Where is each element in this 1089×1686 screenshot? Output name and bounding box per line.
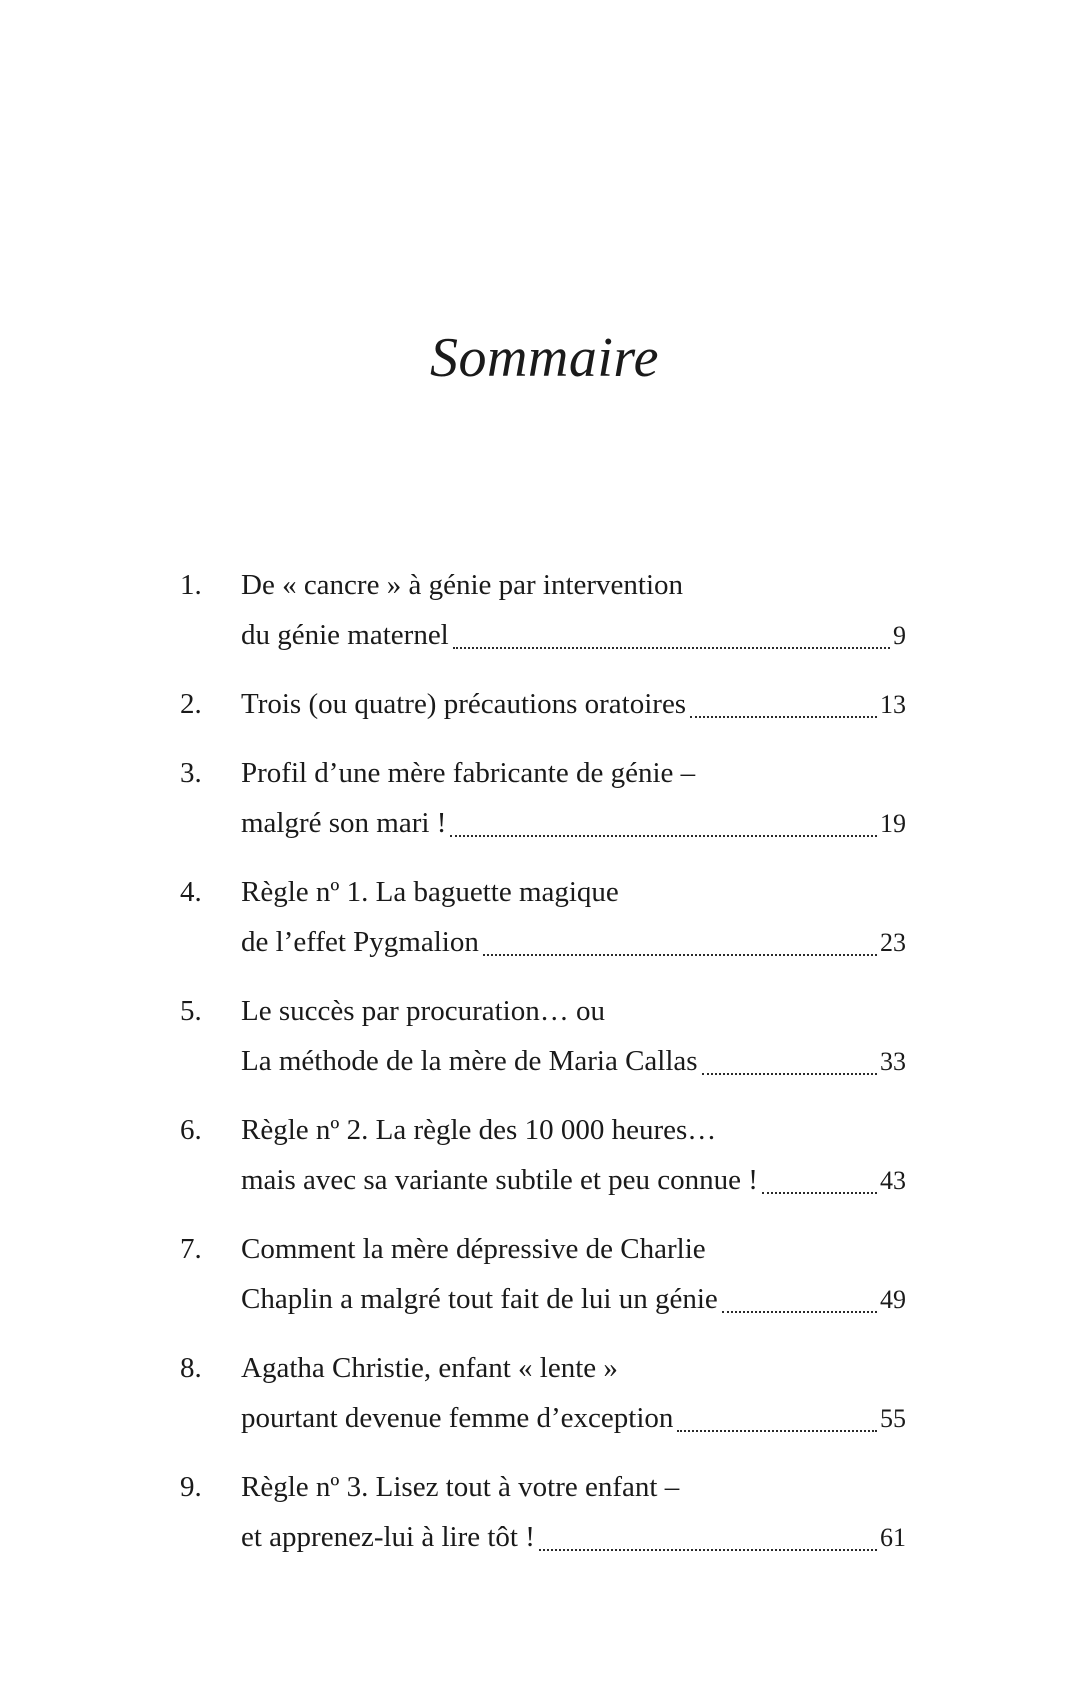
toc-page-number: 9 [893,621,906,650]
toc-entry-title-line: Règle nº 1. La baguette magique [241,876,619,908]
toc-entry-number: 5. [180,995,202,1027]
toc-page-number: 61 [880,1523,906,1552]
table-of-contents [180,560,906,1581]
toc-page-number: 49 [880,1285,906,1314]
toc-entry-title-line: et apprenez-lui à lire tôt ! [241,1521,535,1553]
dot-leader [677,1430,877,1432]
toc-entry-body [241,1343,906,1444]
dot-leader [702,1073,877,1075]
toc-entry-title-line: du génie maternel [241,619,449,651]
toc-entry-title-line: Comment la mère dépressive de Charlie [241,1233,706,1265]
toc-entry-last-line [241,798,906,849]
toc-entry[interactable] [180,560,906,661]
toc-entry-last-line [241,917,906,968]
toc-entry-number: 8. [180,1352,202,1384]
dot-leader [690,716,877,718]
toc-entry[interactable] [180,1343,906,1444]
toc-entry-title-line: Le succès par procuration… ou [241,995,605,1027]
toc-page-number: 43 [880,1166,906,1195]
toc-entry-title-line: Profil d’une mère fabricante de génie – [241,757,696,789]
toc-page-number: 19 [880,809,906,838]
toc-entry-title-line: Agatha Christie, enfant « lente » [241,1352,618,1384]
toc-entry-title-line: Règle nº 2. La règle des 10 000 heures… [241,1114,717,1146]
toc-entry-title-line: Règle nº 3. Lisez tout à votre enfant – [241,1471,680,1503]
toc-entry-body [241,986,906,1087]
toc-entry-number: 9. [180,1471,202,1503]
toc-entry-title-line: mais avec sa variante subtile et peu connue ! [241,1164,758,1196]
toc-entry-title-line: La méthode de la mère de Maria Callas [241,1045,698,1077]
toc-entry-body [241,1462,906,1563]
toc-entry-last-line [241,1274,906,1325]
toc-entry[interactable] [180,679,906,730]
toc-entry[interactable] [180,867,906,968]
toc-entry[interactable] [180,1462,906,1563]
toc-entry-number: 4. [180,876,202,908]
toc-page-number: 55 [880,1404,906,1433]
toc-page-number: 23 [880,928,906,957]
toc-entry-last-line [241,679,906,730]
toc-entry-number: 3. [180,757,202,789]
toc-entry-title-line: Trois (ou quatre) précautions oratoires [241,688,687,720]
dot-leader [539,1549,877,1551]
toc-entry-body [241,679,906,730]
toc-entry-last-line [241,1512,906,1563]
toc-entry-number: 2. [180,688,202,720]
toc-entry-last-line [241,1155,906,1206]
toc-entry-title-line: Chaplin a malgré tout fait de lui un génie [241,1283,718,1315]
toc-entry[interactable] [180,1224,906,1325]
toc-entry-title-line: de l’effet Pygmalion [241,926,479,958]
toc-entry-title-line: malgré son mari ! [241,807,447,839]
toc-entry-last-line [241,1036,906,1087]
dot-leader [450,835,877,837]
toc-entry-number: 7. [180,1233,202,1265]
dot-leader [453,647,890,649]
dot-leader [722,1311,877,1313]
dot-leader [762,1192,877,1194]
toc-entry[interactable] [180,1105,906,1206]
toc-entry-body [241,867,906,968]
toc-entry-body [241,1105,906,1206]
toc-page-number: 33 [880,1047,906,1076]
toc-entry-body [241,1224,906,1325]
page-title: Sommaire [429,327,659,389]
dot-leader [483,954,877,956]
toc-entry-body [241,560,906,661]
toc-entry-number: 1. [180,569,202,601]
toc-entry-number: 6. [180,1114,202,1146]
toc-entry-last-line [241,1393,906,1444]
toc-entry[interactable] [180,748,906,849]
toc-entry[interactable] [180,986,906,1087]
toc-entry-title-line: pourtant devenue femme d’exception [241,1402,674,1434]
toc-entry-body [241,748,906,849]
toc-entry-last-line [241,610,906,661]
toc-page-number: 13 [880,690,906,719]
toc-entry-title-line: De « cancre » à génie par intervention [241,569,684,601]
